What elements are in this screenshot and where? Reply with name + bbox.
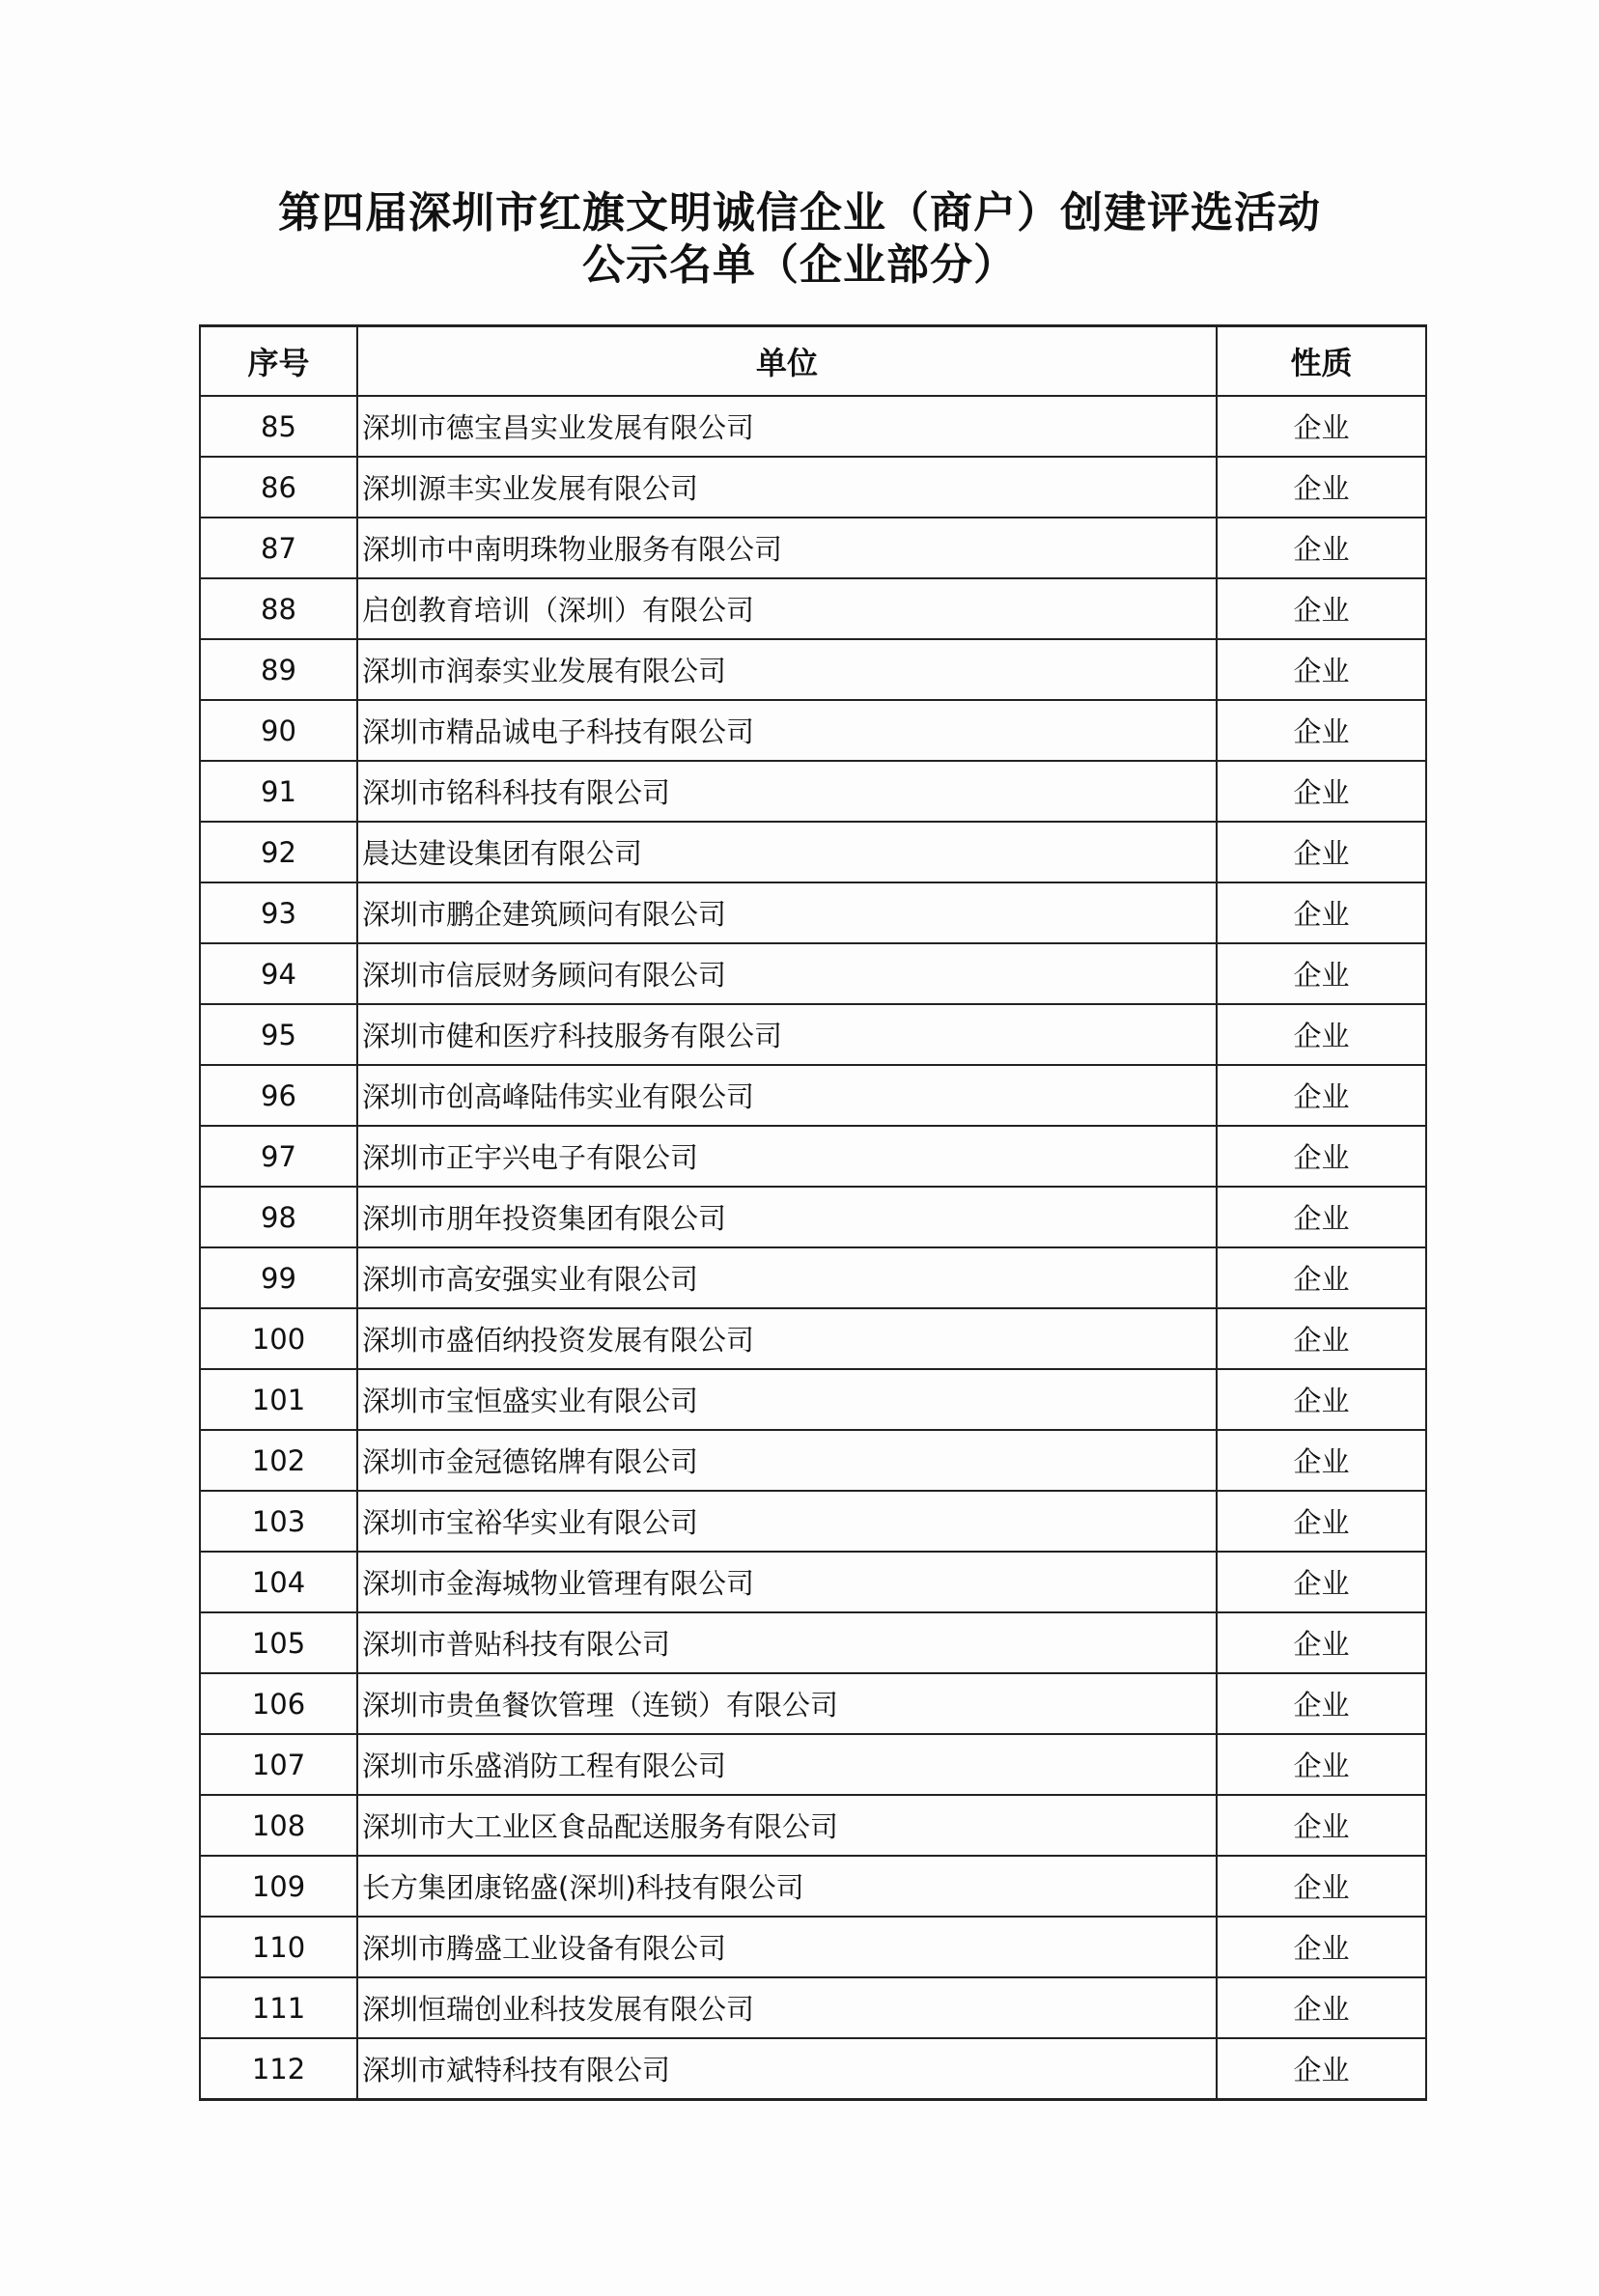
cell-serial-number: 103 xyxy=(200,1491,357,1552)
cell-serial-number: 96 xyxy=(200,1065,357,1126)
cell-type: 企业 xyxy=(1217,518,1426,578)
table-row xyxy=(200,1795,1426,1856)
table-row xyxy=(200,1856,1426,1917)
cell-type: 企业 xyxy=(1217,822,1426,882)
table-row xyxy=(200,1126,1426,1187)
table-row xyxy=(200,1977,1426,2038)
cell-serial-number: 98 xyxy=(200,1187,357,1247)
cell-type: 企业 xyxy=(1217,1247,1426,1308)
cell-serial-number: 112 xyxy=(200,2038,357,2100)
cell-unit-name: 深圳市贵鱼餐饮管理（连锁）有限公司 xyxy=(357,1673,1217,1734)
cell-type: 企业 xyxy=(1217,1856,1426,1917)
page-subtitle: 公示名单（企业部分） xyxy=(582,240,1017,290)
table-row xyxy=(200,882,1426,943)
cell-unit-name: 深圳市普贴科技有限公司 xyxy=(357,1612,1217,1673)
cell-type: 企业 xyxy=(1217,457,1426,518)
cell-serial-number: 87 xyxy=(200,518,357,578)
table-row xyxy=(200,1673,1426,1734)
cell-unit-name: 长方集团康铭盛(深圳)科技有限公司 xyxy=(357,1856,1217,1917)
table-row xyxy=(200,1917,1426,1977)
cell-serial-number: 91 xyxy=(200,761,357,822)
table-row xyxy=(200,1308,1426,1369)
table-row xyxy=(200,943,1426,1004)
cell-unit-name: 深圳市朋年投资集团有限公司 xyxy=(357,1187,1217,1247)
cell-type: 企业 xyxy=(1217,882,1426,943)
cell-unit-name: 深圳市鹏企建筑顾问有限公司 xyxy=(357,882,1217,943)
cell-unit-name: 深圳市宝恒盛实业有限公司 xyxy=(357,1369,1217,1430)
table-row xyxy=(200,700,1426,761)
cell-unit-name: 深圳市斌特科技有限公司 xyxy=(357,2038,1217,2100)
cell-serial-number: 109 xyxy=(200,1856,357,1917)
table-row xyxy=(200,1612,1426,1673)
cell-type: 企业 xyxy=(1217,1126,1426,1187)
cell-type: 企业 xyxy=(1217,1430,1426,1491)
cell-unit-name: 深圳市乐盛消防工程有限公司 xyxy=(357,1734,1217,1795)
cell-serial-number: 106 xyxy=(200,1673,357,1734)
table-body xyxy=(200,396,1426,2100)
cell-type: 企业 xyxy=(1217,1734,1426,1795)
cell-serial-number: 110 xyxy=(200,1917,357,1977)
cell-serial-number: 88 xyxy=(200,578,357,639)
cell-serial-number: 108 xyxy=(200,1795,357,1856)
cell-type: 企业 xyxy=(1217,1977,1426,2038)
cell-type: 企业 xyxy=(1217,1612,1426,1673)
table-row xyxy=(200,761,1426,822)
cell-type: 企业 xyxy=(1217,2038,1426,2100)
cell-type: 企业 xyxy=(1217,1187,1426,1247)
cell-type: 企业 xyxy=(1217,1065,1426,1126)
cell-serial-number: 86 xyxy=(200,457,357,518)
cell-type: 企业 xyxy=(1217,578,1426,639)
cell-unit-name: 深圳市铭科科技有限公司 xyxy=(357,761,1217,822)
cell-serial-number: 101 xyxy=(200,1369,357,1430)
table-row xyxy=(200,1491,1426,1552)
cell-unit-name: 深圳市信辰财务顾问有限公司 xyxy=(357,943,1217,1004)
cell-serial-number: 100 xyxy=(200,1308,357,1369)
cell-type: 企业 xyxy=(1217,396,1426,457)
cell-type: 企业 xyxy=(1217,761,1426,822)
cell-type: 企业 xyxy=(1217,700,1426,761)
cell-unit-name: 深圳市德宝昌实业发展有限公司 xyxy=(357,396,1217,457)
cell-type: 企业 xyxy=(1217,1795,1426,1856)
cell-serial-number: 92 xyxy=(200,822,357,882)
cell-serial-number: 111 xyxy=(200,1977,357,2038)
table-row xyxy=(200,1247,1426,1308)
header-serial-number: 序号 xyxy=(200,326,357,397)
table-header-row xyxy=(200,326,1426,397)
cell-type: 企业 xyxy=(1217,1552,1426,1612)
cell-unit-name: 深圳恒瑞创业科技发展有限公司 xyxy=(357,1977,1217,2038)
cell-type: 企业 xyxy=(1217,1369,1426,1430)
table-row xyxy=(200,518,1426,578)
cell-type: 企业 xyxy=(1217,1673,1426,1734)
cell-unit-name: 深圳市大工业区食品配送服务有限公司 xyxy=(357,1795,1217,1856)
cell-type: 企业 xyxy=(1217,1004,1426,1065)
header-type: 性质 xyxy=(1217,326,1426,397)
table-row xyxy=(200,1734,1426,1795)
table-row xyxy=(200,1004,1426,1065)
cell-type: 企业 xyxy=(1217,943,1426,1004)
cell-unit-name: 深圳市腾盛工业设备有限公司 xyxy=(357,1917,1217,1977)
cell-unit-name: 深圳市盛佰纳投资发展有限公司 xyxy=(357,1308,1217,1369)
cell-serial-number: 107 xyxy=(200,1734,357,1795)
table-row xyxy=(200,639,1426,700)
cell-unit-name: 深圳市润泰实业发展有限公司 xyxy=(357,639,1217,700)
table-row xyxy=(200,578,1426,639)
table-row xyxy=(200,1369,1426,1430)
table-row xyxy=(200,1430,1426,1491)
cell-unit-name: 深圳市精品诚电子科技有限公司 xyxy=(357,700,1217,761)
page-title: 第四届深圳市红旗文明诚信企业（商户）创建评选活动 xyxy=(278,188,1321,238)
table-row xyxy=(200,1065,1426,1126)
cell-unit-name: 深圳市健和医疗科技服务有限公司 xyxy=(357,1004,1217,1065)
cell-unit-name: 晨达建设集团有限公司 xyxy=(357,822,1217,882)
table-row xyxy=(200,822,1426,882)
cell-unit-name: 深圳市正宇兴电子有限公司 xyxy=(357,1126,1217,1187)
cell-unit-name: 深圳源丰实业发展有限公司 xyxy=(357,457,1217,518)
cell-type: 企业 xyxy=(1217,1308,1426,1369)
cell-serial-number: 95 xyxy=(200,1004,357,1065)
cell-serial-number: 102 xyxy=(200,1430,357,1491)
cell-unit-name: 深圳市中南明珠物业服务有限公司 xyxy=(357,518,1217,578)
cell-type: 企业 xyxy=(1217,1491,1426,1552)
cell-serial-number: 93 xyxy=(200,882,357,943)
table-row xyxy=(200,1552,1426,1612)
cell-serial-number: 85 xyxy=(200,396,357,457)
cell-serial-number: 97 xyxy=(200,1126,357,1187)
cell-unit-name: 深圳市创高峰陆伟实业有限公司 xyxy=(357,1065,1217,1126)
roster-table xyxy=(199,324,1427,2101)
cell-unit-name: 深圳市金冠德铭牌有限公司 xyxy=(357,1430,1217,1491)
table-row xyxy=(200,457,1426,518)
cell-unit-name: 启创教育培训（深圳）有限公司 xyxy=(357,578,1217,639)
cell-serial-number: 94 xyxy=(200,943,357,1004)
cell-unit-name: 深圳市金海城物业管理有限公司 xyxy=(357,1552,1217,1612)
cell-unit-name: 深圳市宝裕华实业有限公司 xyxy=(357,1491,1217,1552)
cell-serial-number: 104 xyxy=(200,1552,357,1612)
cell-serial-number: 90 xyxy=(200,700,357,761)
table-row xyxy=(200,2038,1426,2100)
cell-unit-name: 深圳市高安强实业有限公司 xyxy=(357,1247,1217,1308)
table-row xyxy=(200,396,1426,457)
table-row xyxy=(200,1187,1426,1247)
cell-serial-number: 89 xyxy=(200,639,357,700)
cell-type: 企业 xyxy=(1217,1917,1426,1977)
cell-serial-number: 99 xyxy=(200,1247,357,1308)
cell-type: 企业 xyxy=(1217,639,1426,700)
cell-serial-number: 105 xyxy=(200,1612,357,1673)
header-unit: 单位 xyxy=(357,326,1217,397)
